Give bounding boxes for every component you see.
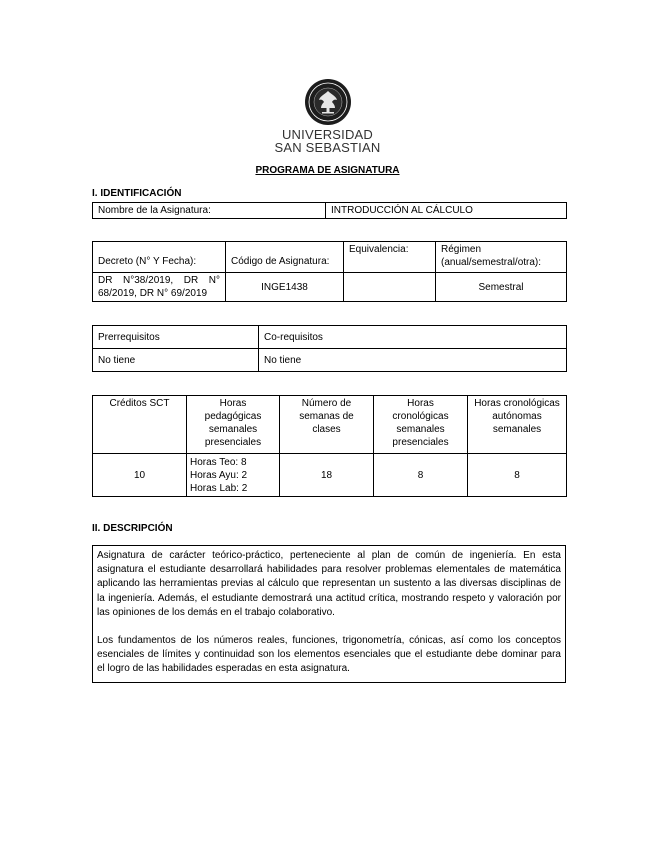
weeks-value: 18 [280, 454, 374, 497]
section-descripcion-heading: II. DESCRIPCIÓN [92, 523, 173, 534]
prerequisites-table [92, 325, 567, 372]
coreq-value: No tiene [259, 349, 567, 372]
section-identificacion-heading: I. IDENTIFICACIÓN [92, 188, 182, 199]
hours-table [92, 395, 567, 497]
chrono-presencial-value: 8 [374, 454, 468, 497]
hours-breakdown [187, 454, 280, 497]
header-horas-cronologicas-autonomas: Horas cronológicas autónomas semanales [468, 396, 567, 454]
prereq-value: No tiene [93, 349, 259, 372]
decree-label: Decreto (N° Y Fecha): [93, 242, 226, 273]
chrono-autonomas-value: 8 [468, 454, 567, 497]
hours-lab: Horas Lab: 2 [190, 482, 248, 494]
decree-table [92, 241, 567, 302]
hours-teo: Horas Teo: 8 [190, 456, 247, 468]
regime-value: Semestral [436, 273, 567, 302]
university-logo [0, 78, 655, 126]
description-paragraph-1: Asignatura de carácter teórico-práctico, perteneciente al plan de común de ingeniería. En esta asignatura el estudiante desarrollará habilidades para resolver problemas elementales de matemática aplicando las herramientas previas al cálculo que representan un sustento a las diversas disciplinas de la ingeniería. Además, el estudiante demostrará una actitud crítica, mostrando respeto y valoración por las opiniones de los demás en el trabajo colaborativo. [97, 550, 561, 618]
header-horas-pedagogicas: Horas pedagógicas semanales presenciales [187, 396, 280, 454]
subject-name-value: INTRODUCCIÓN AL CÁLCULO [326, 203, 567, 219]
university-seal-icon [304, 78, 352, 126]
credits-value: 10 [93, 454, 187, 497]
program-title: PROGRAMA DE ASIGNATURA [255, 165, 400, 176]
description-paragraph-2: Los fundamentos de los números reales, funciones, trigonometría, cónicas, así como los conceptos esenciales de límites y continuidad son los elementos esenciales que el estudiante debe dominar para el logro de las habilidades esperadas en esta asignatura. [97, 635, 561, 675]
prereq-label: Prerrequisitos [93, 326, 259, 349]
equivalence-value [344, 273, 436, 302]
code-value: INGE1438 [226, 273, 344, 302]
header-horas-cronologicas-presenciales: Horas cronológicas semanales presenciales [374, 396, 468, 454]
regime-label: Régimen (anual/semestral/otra): [436, 242, 567, 273]
equivalence-label: Equivalencia: [344, 242, 436, 273]
hours-ayu: Horas Ayu: 2 [190, 469, 248, 481]
university-name-line2: SAN SEBASTIAN [274, 140, 381, 155]
university-name-line1: UNIVERSIDAD [281, 127, 374, 142]
coreq-label: Co-requisitos [259, 326, 567, 349]
decree-value: DR N°38/2019, DR N° 68/2019, DR N° 69/2019 [93, 273, 226, 302]
description-box [92, 545, 566, 683]
subject-name-label: Nombre de la Asignatura: [93, 203, 326, 219]
header-creditos-sct: Créditos SCT [93, 396, 187, 454]
header-numero-semanas: Número de semanas de clases [280, 396, 374, 454]
subject-name-table [92, 202, 567, 219]
code-label: Código de Asignatura: [226, 242, 344, 273]
